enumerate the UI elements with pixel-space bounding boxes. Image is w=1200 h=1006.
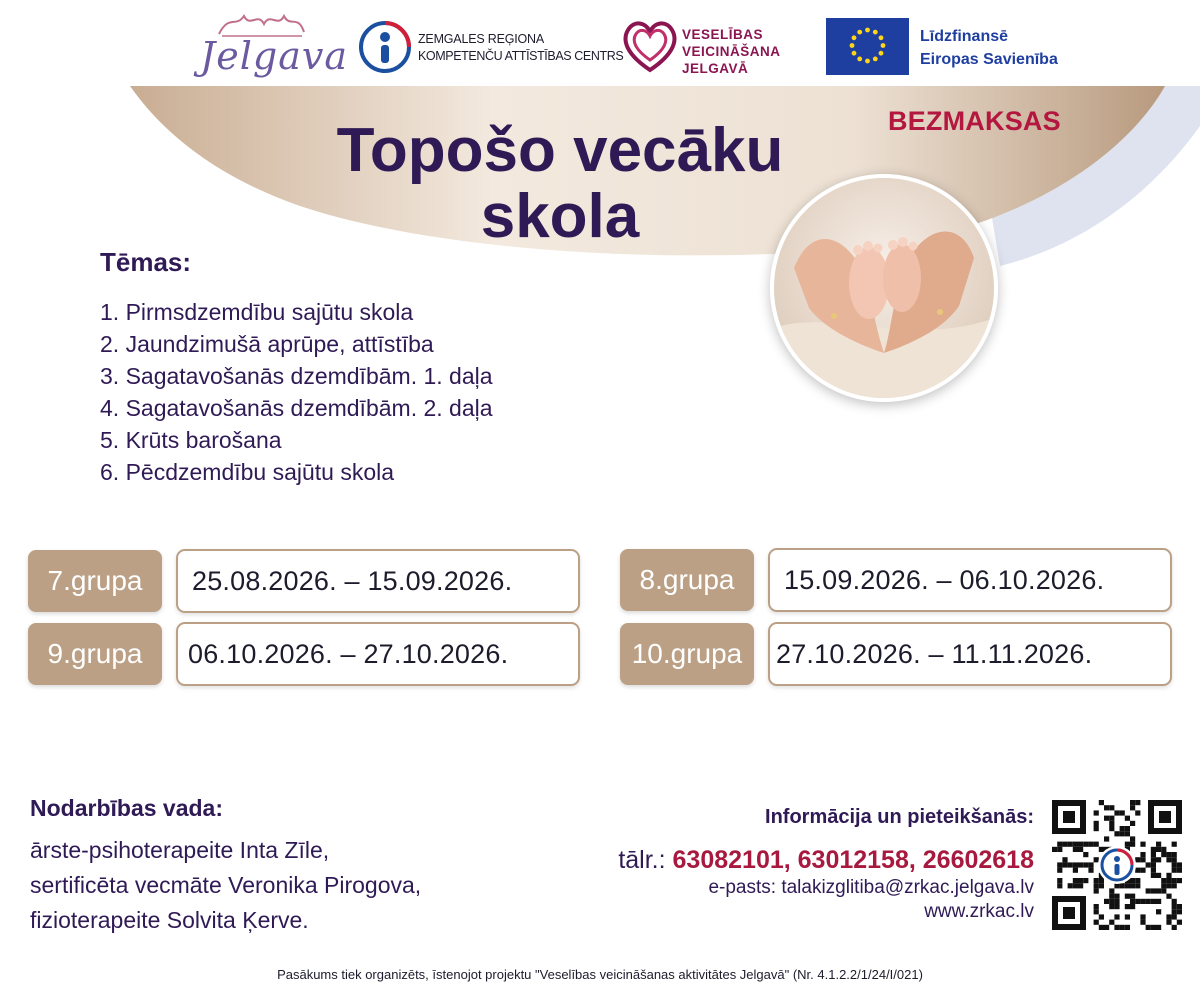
qr-module [1156,842,1161,847]
website-link[interactable]: www.zrkac.lv [924,901,1034,922]
qr-module [1088,842,1093,847]
qr-module [1130,899,1135,904]
qr-module [1140,852,1145,857]
qr-module [1130,805,1135,810]
qr-module [1109,899,1114,904]
qr-module [1078,842,1083,847]
qr-module [1130,821,1135,826]
qr-module [1156,847,1161,852]
page-title [250,118,870,250]
qr-module [1083,852,1088,857]
qr-module [1099,847,1104,852]
qr-module [1109,888,1114,893]
qr-module [1166,873,1171,878]
qr-module [1177,920,1182,925]
qr-module [1125,883,1130,888]
qr-module [1172,878,1177,883]
qr-module [1140,899,1145,904]
qr-module [1135,868,1140,873]
qr-module [1146,899,1151,904]
qr-module [1140,920,1145,925]
qr-module [1140,914,1145,919]
qr-module [1068,842,1073,847]
qr-module [1068,883,1073,888]
zrkac-line1: ZEMGALES REĢIONA [418,32,544,46]
qr-module [1177,862,1182,867]
qr-module [1130,894,1135,899]
qr-module [1151,847,1156,852]
qr-module [1151,852,1156,857]
qr-module [1099,878,1104,883]
qr-module [1156,857,1161,862]
qr-module [1078,878,1083,883]
qr-module [1094,904,1099,909]
health-line3: JELGAVĀ [682,61,749,76]
qr-module [1166,857,1171,862]
qr-module [1151,873,1156,878]
eu-logo [826,18,1096,76]
qr-module [1109,920,1114,925]
qr-module [1151,857,1156,862]
qr-module [1177,868,1182,873]
qr-module [1161,847,1166,852]
qr-module [1057,842,1062,847]
jelgava-wordmark: Jelgava [200,34,348,78]
qr-module [1156,909,1161,914]
phone-label: tālr.: [618,846,673,874]
baby-feet-illustration [774,178,994,398]
qr-module [1130,836,1135,841]
qr-module [1109,904,1114,909]
qr-module [1156,925,1161,930]
qr-module [1094,826,1099,831]
qr-module [1172,914,1177,919]
qr-module [1161,888,1166,893]
qr-module [1057,868,1062,873]
group-dates: 25.08.2026. – 15.09.2026. [176,549,580,613]
group-dates: 15.09.2026. – 06.10.2026. [768,548,1172,612]
qr-module [1140,868,1145,873]
qr-module [1156,888,1161,893]
leaders-heading: Nodarbības vada: [30,795,223,821]
qr-module [1109,816,1114,821]
qr-module [1094,810,1099,815]
qr-module [1120,925,1125,930]
qr-module [1140,842,1145,847]
group-label: 8.grupa [620,549,754,611]
qr-module [1094,878,1099,883]
eu-line1: Līdzfinansē [920,28,1009,45]
qr-module [1083,878,1088,883]
group-label: 9.grupa [28,623,162,685]
phone-numbers[interactable]: 63082101, 63012158, 26602618 [672,846,1034,874]
qr-module [1130,904,1135,909]
topic-item: 2. Jaundzimušā aprūpe, attīstība [100,331,434,357]
qr-module [1177,878,1182,883]
topic-item: 3. Sagatavošanās dzemdībām. 1. daļa [100,363,493,389]
qr-module [1135,800,1140,805]
phone-line [618,846,1034,875]
eu-line2: Eiropas Savienība [920,51,1058,68]
qr-module [1172,904,1177,909]
qr-module [1073,842,1078,847]
qr-module [1172,868,1177,873]
qr-module [1088,868,1093,873]
topic-item: 1. Pirmsdzemdību sajūtu skola [100,299,414,325]
project-footnote: Pasākums tiek organizēts, īstenojot projektu "Veselības veicināšanas aktivitātes Jelgavā" (Nr. 4.1.2.2/1/24/I/021) [277,967,923,982]
qr-module [1135,857,1140,862]
qr-module [1125,826,1130,831]
title-line2: skola [480,182,640,251]
baby-feet-photo [770,174,998,402]
health-line2: VEICINĀŠANA [682,44,781,59]
qr-module [1114,894,1119,899]
zrkac-line2: KOMPETENČU ATTĪSTĪBAS CENTRS [418,49,624,63]
qr-module [1135,899,1140,904]
qr-module [1161,878,1166,883]
qr-module [1073,847,1078,852]
health-line1: VESELĪBAS [682,27,764,42]
qr-module [1062,857,1067,862]
title-line1: Topošo vecāku [336,116,784,185]
qr-module [1172,842,1177,847]
leader-item: fizioterapeite Solvita Ķerve. [30,907,309,933]
qr-module [1130,883,1135,888]
qr-module [1062,862,1067,867]
qr-module [1068,862,1073,867]
qr-code-icon[interactable] [1050,798,1184,932]
qr-module [1172,925,1177,930]
qr-module [1151,862,1156,867]
qr-module [1146,888,1151,893]
qr-module [1172,852,1177,857]
qr-module [1099,914,1104,919]
group-dates: 27.10.2026. – 11.11.2026. [768,622,1172,686]
email-link[interactable]: e-pasts: talakizglitiba@zrkac.jelgava.lv [708,877,1034,898]
qr-module [1166,852,1171,857]
qr-module [1114,925,1119,930]
qr-module [1104,899,1109,904]
health-promotion-logo [620,18,810,80]
qr-module [1125,894,1130,899]
qr-module [1172,857,1177,862]
qr-module [1073,868,1078,873]
qr-module [1166,883,1171,888]
qr-module [1104,836,1109,841]
qr-module [1057,878,1062,883]
qr-module [1094,857,1099,862]
qr-module [1114,914,1119,919]
qr-module [1099,883,1104,888]
qr-module [1094,888,1099,893]
qr-module [1151,868,1156,873]
qr-module [1114,904,1119,909]
free-badge: BEZMAKSAS [888,106,1061,136]
qr-module [1094,920,1099,925]
leader-item: ārste-psihoterapeite Inta Zīle, [30,837,330,863]
group-label: 10.grupa [620,623,754,685]
group-label: 7.grupa [28,550,162,612]
qr-module [1125,914,1130,919]
qr-module [1099,925,1104,930]
qr-module [1146,925,1151,930]
group-dates: 06.10.2026. – 27.10.2026. [176,622,580,686]
qr-module [1120,883,1125,888]
topic-item: 5. Krūts barošana [100,427,282,453]
qr-module [1146,862,1151,867]
qr-module [1104,816,1109,821]
qr-module [1094,883,1099,888]
qr-module [1161,852,1166,857]
leaders-list [30,833,421,938]
qr-module [1151,899,1156,904]
qr-module [1073,878,1078,883]
qr-module [1104,805,1109,810]
topic-item: 6. Pēcdzemdību sajūtu skola [100,459,395,485]
qr-module [1078,847,1083,852]
qr-module [1057,847,1062,852]
qr-module [1120,826,1125,831]
qr-module [1140,857,1145,862]
qr-module [1094,842,1099,847]
qr-module [1057,862,1062,867]
qr-module [1161,883,1166,888]
qr-module [1130,878,1135,883]
qr-module [1094,821,1099,826]
topic-item: 4. Sagatavošanās dzemdībām. 2. daļa [100,395,493,421]
qr-module [1104,925,1109,930]
qr-module [1172,862,1177,867]
qr-module [1135,878,1140,883]
qr-module [1125,925,1130,930]
qr-module [1125,816,1130,821]
qr-module [1135,810,1140,815]
qr-module [1052,847,1057,852]
qr-module [1094,909,1099,914]
qr-module [1120,831,1125,836]
logo-bar [0,0,1200,88]
zrkac-logo [358,20,628,76]
qr-module [1172,899,1177,904]
qr-module [1125,831,1130,836]
qr-module [1166,914,1171,919]
qr-module [1166,894,1171,899]
qr-module [1135,883,1140,888]
qr-module [1120,810,1125,815]
qr-module [1151,925,1156,930]
jelgava-logo [196,10,351,84]
qr-module [1078,862,1083,867]
leader-item: sertificēta vecmāte Veronika Pirogova, [30,872,422,898]
qr-module [1156,873,1161,878]
qr-module [1073,862,1078,867]
qr-module [1114,810,1119,815]
qr-module [1177,904,1182,909]
qr-module [1078,883,1083,888]
topics-list [100,296,493,488]
qr-module [1172,909,1177,914]
qr-module [1130,800,1135,805]
qr-module [1166,920,1171,925]
qr-module [1114,831,1119,836]
qr-module [1125,842,1130,847]
qr-module [1073,883,1078,888]
qr-module [1083,862,1088,867]
qr-module [1156,899,1161,904]
zrkac-mark-icon [358,20,412,74]
eu-flag-icon [826,18,909,75]
qr-module [1130,842,1135,847]
heart-icon [620,18,680,76]
qr-module [1088,862,1093,867]
qr-module [1114,899,1119,904]
qr-module [1109,894,1114,899]
qr-module [1109,821,1114,826]
qr-module [1099,800,1104,805]
contact-heading: Informācija un pieteikšanās: [765,806,1034,828]
qr-module [1083,842,1088,847]
qr-module [1177,909,1182,914]
qr-module [1151,888,1156,893]
qr-module [1062,842,1067,847]
qr-module [1172,883,1177,888]
qr-module [1125,904,1130,909]
qr-module [1109,826,1114,831]
topics-heading: Tēmas: [100,247,192,277]
qr-module [1109,805,1114,810]
qr-module [1057,883,1062,888]
qr-module [1166,878,1171,883]
